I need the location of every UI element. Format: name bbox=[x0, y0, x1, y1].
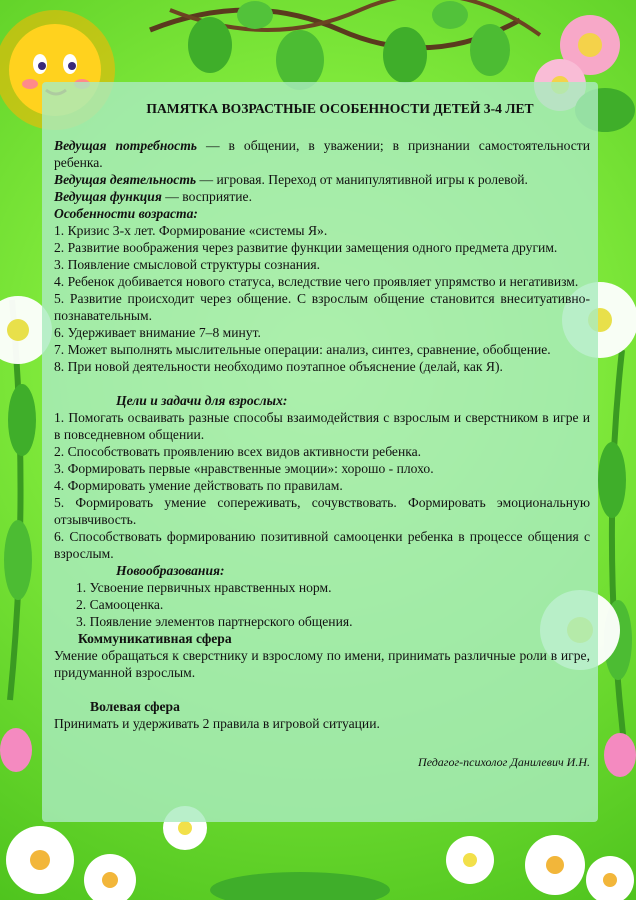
list-item: 5. Развитие происходит через общение. С взрослым общение становится внеситуативно-познавательным. bbox=[54, 291, 590, 323]
signature: Педагог-психолог Данилевич И.Н. bbox=[418, 755, 590, 769]
list-item: 8. При новой деятельности необходимо поэтапное объяснение (делай, как Я). bbox=[54, 359, 503, 374]
list-item: 3. Формировать первые «нравственные эмоции»: хорошо - плохо. bbox=[54, 461, 434, 476]
page-title: ПАМЯТКА ВОЗРАСТНЫЕ ОСОБЕННОСТИ ДЕТЕЙ 3-4 ЛЕТ bbox=[146, 101, 534, 116]
list-item: 1. Кризис 3-х лет. Формирование «системы Я». bbox=[54, 223, 328, 238]
list-item: 4. Ребенок добивается нового статуса, вследствие чего проявляет упрямство и негативизм. bbox=[54, 274, 579, 289]
function-label: Ведущая функция bbox=[54, 189, 162, 204]
list-item: 2. Способствовать проявлению всех видов активности ребенка. bbox=[54, 444, 422, 459]
activity-paragraph bbox=[54, 171, 590, 188]
list-item: 5. Формировать умение сопереживать, сочувствовать. Формировать эмоциональную отзывчивость. bbox=[54, 495, 590, 527]
comm-text: Умение обращаться к сверстнику и взрослому по имени, принимать различные роли в игре, придуманной взрослым. bbox=[54, 648, 590, 680]
memo-content bbox=[54, 100, 590, 771]
list-item: 6. Способствовать формированию позитивной самооценки ребенка в процессе общения с взрослым. bbox=[54, 529, 590, 561]
list-item: 3. Появление смысловой структуры сознания. bbox=[54, 257, 320, 272]
list-item: 2. Развитие воображения через развитие функции замещения одного предмета другим. bbox=[54, 240, 558, 255]
will-text: Принимать и удерживать 2 правила в игровой ситуации. bbox=[54, 716, 380, 731]
need-paragraph bbox=[54, 137, 590, 171]
list-item: 1. Помогать осваивать разные способы взаимодействия с взрослым и сверстником в игре и в повседневном общении. bbox=[54, 410, 590, 442]
function-text: — восприятие. bbox=[161, 189, 252, 204]
neo-heading: Новообразования: bbox=[116, 563, 225, 578]
need-text: — в общении, в уважении; в признании самостоятельности ребенка. bbox=[54, 138, 590, 170]
list-item: 1. Усвоение первичных нравственных норм. bbox=[76, 580, 332, 595]
function-paragraph bbox=[54, 188, 590, 205]
list-item: 6. Удерживает внимание 7–8 минут. bbox=[54, 325, 261, 340]
goals-heading: Цели и задачи для взрослых: bbox=[116, 393, 288, 408]
list-item: 7. Может выполнять мыслительные операции: анализ, синтез, сравнение, обобщение. bbox=[54, 342, 551, 357]
activity-text: — игровая. Переход от манипулятивной игры к ролевой. bbox=[196, 172, 528, 187]
list-item: 3. Появление элементов партнерского общения. bbox=[76, 614, 353, 629]
activity-label: Ведущая деятельность bbox=[54, 172, 197, 187]
features-label: Особенности возраста: bbox=[54, 206, 198, 221]
list-item: 4. Формировать умение действовать по правилам. bbox=[54, 478, 343, 493]
need-label: Ведущая потребность bbox=[54, 138, 197, 153]
list-item: 2. Самооценка. bbox=[76, 597, 164, 612]
will-heading: Волевая сфера bbox=[90, 699, 180, 714]
comm-heading: Коммуникативная сфера bbox=[78, 631, 232, 646]
